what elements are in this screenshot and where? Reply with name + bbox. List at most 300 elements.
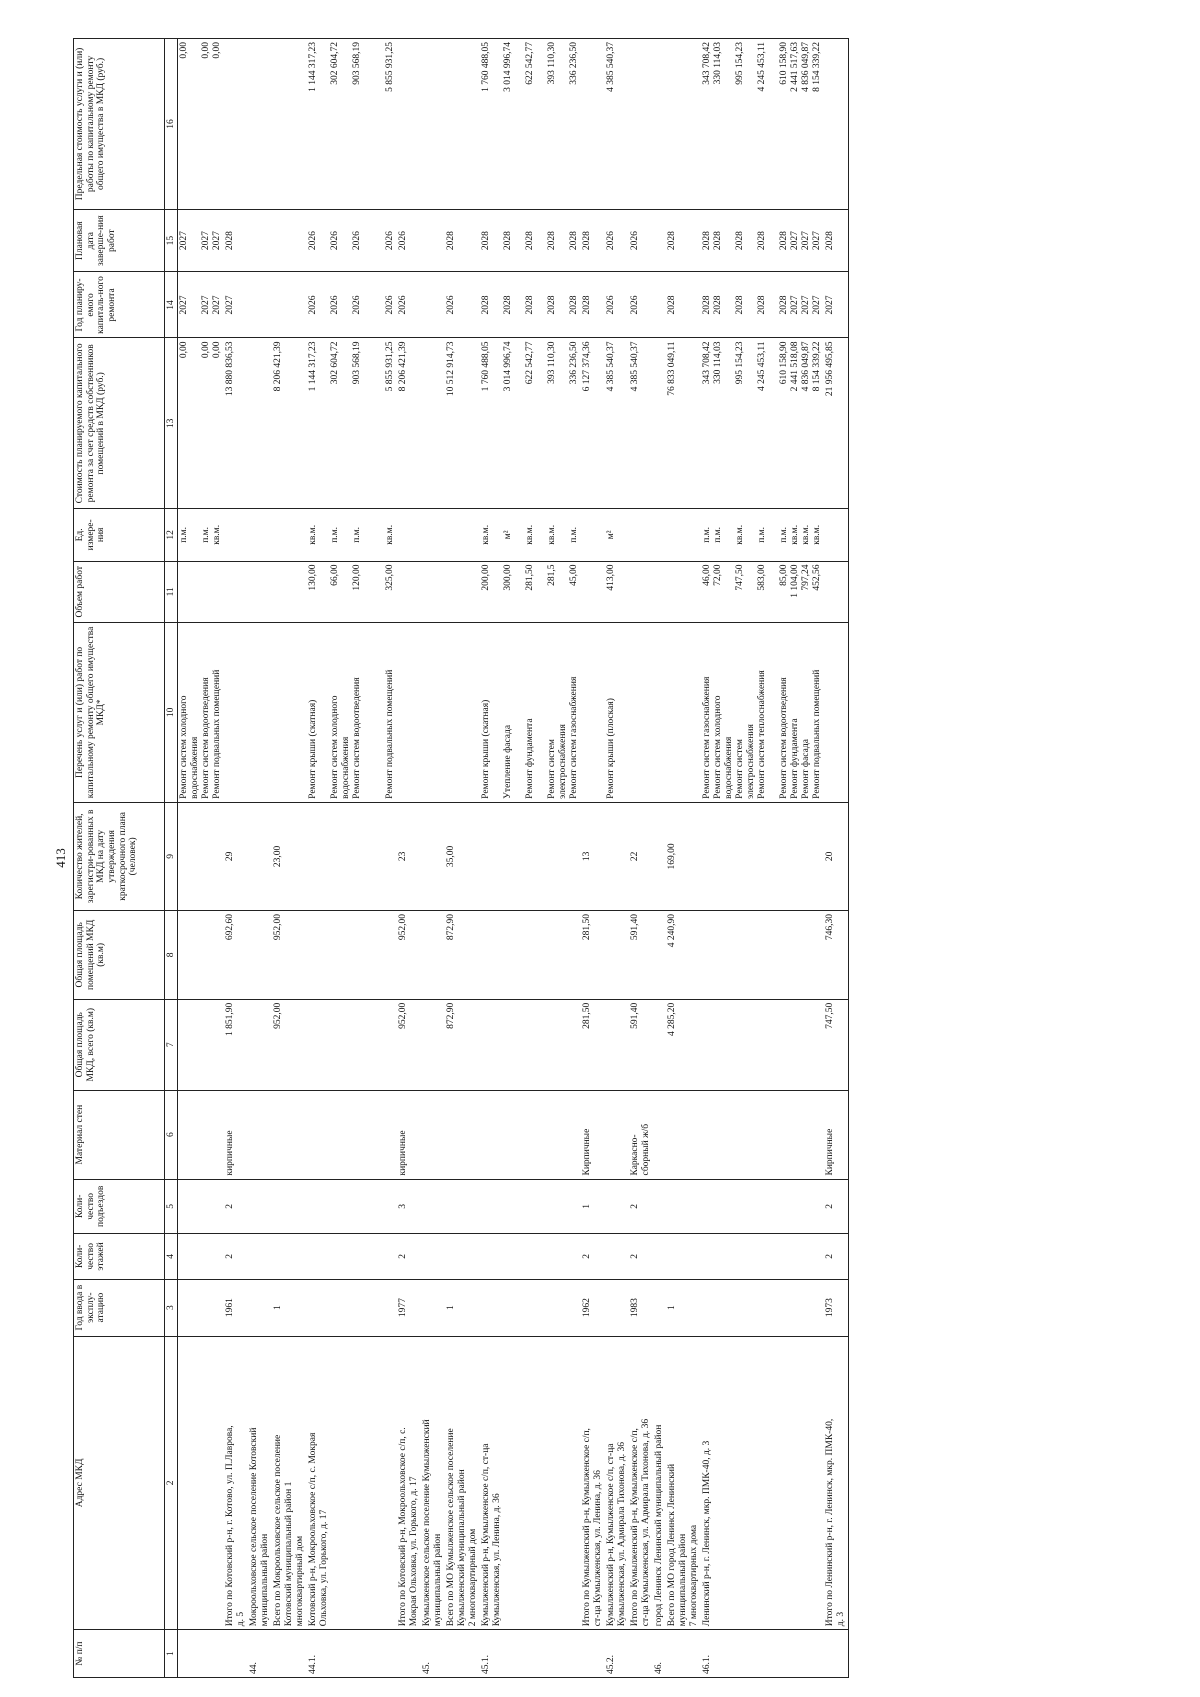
cell-line xyxy=(536,626,547,799)
cell-repair-year xyxy=(224,272,248,338)
cell-address xyxy=(629,1336,653,1630)
cell-line: 2028 xyxy=(569,295,579,315)
cell-line: 8 206 421,39 xyxy=(273,341,283,392)
cell-row-number xyxy=(480,1630,581,1678)
cell-line: 2028 xyxy=(702,231,712,251)
cell-row-number xyxy=(701,1630,824,1678)
cell-line xyxy=(319,565,330,619)
cell-line: 393 110,30 xyxy=(547,341,557,384)
cell-floors xyxy=(307,1234,397,1280)
cell-work-volume xyxy=(178,561,225,622)
cell-line xyxy=(363,275,374,334)
cell-line xyxy=(514,42,525,206)
cell-line: 45,00 xyxy=(569,564,579,586)
table-row xyxy=(605,39,629,1678)
cell-premises-area xyxy=(224,910,248,999)
cell-row-number xyxy=(824,1630,849,1678)
cell-line: 1 104,00 xyxy=(790,564,800,598)
cell-line: 4 385 540,37 xyxy=(630,341,640,392)
cell-line: Кирпичные xyxy=(582,1128,592,1176)
cell-line xyxy=(190,512,201,557)
cell-line: 2027 xyxy=(801,231,811,251)
cell-line: 1977 xyxy=(398,1298,408,1318)
cell-completion-date xyxy=(480,209,581,272)
cell-line xyxy=(374,565,385,619)
cell-planned-cost xyxy=(666,338,701,509)
cell-premises-area xyxy=(445,910,480,999)
cell-repair-year xyxy=(653,272,666,338)
cell-year-built xyxy=(272,1279,307,1336)
cell-total-area xyxy=(653,999,666,1090)
cell-works-list xyxy=(248,622,272,802)
cell-wall-material xyxy=(272,1090,307,1179)
cell-work-volume xyxy=(824,561,849,622)
cell-line: 8 154 339,22 xyxy=(812,42,822,92)
cell-line: 622 542,77 xyxy=(525,341,535,385)
cell-line xyxy=(514,626,525,799)
cell-line xyxy=(558,341,569,505)
cell-repair-year xyxy=(178,272,225,338)
cell-residents xyxy=(421,802,445,910)
cell-line: 2027 xyxy=(201,231,211,251)
cell-line xyxy=(724,42,735,206)
cell-total-area xyxy=(480,999,581,1090)
cell-line: 2026 xyxy=(446,295,456,315)
cell-line xyxy=(341,42,352,206)
cell-line: 2028 xyxy=(735,231,745,251)
cell-completion-date xyxy=(605,209,629,272)
col-number: 12 xyxy=(165,509,178,561)
cell-line: 2026 xyxy=(630,295,640,315)
cell-line: 4 245 453,11 xyxy=(757,42,767,92)
cell-line: Ремонт подвальных помещений xyxy=(812,669,822,799)
cell-line xyxy=(319,512,330,557)
cell-line: 2 xyxy=(825,1203,835,1209)
col-number: 2 xyxy=(165,1336,178,1630)
cell-total-area xyxy=(701,999,824,1090)
cell-line: 2026 xyxy=(398,231,408,251)
cell-line xyxy=(768,565,779,619)
cell-line: муниципальный район xyxy=(678,1533,688,1627)
cell-line: 2026 xyxy=(352,231,362,251)
cell-wall-material xyxy=(605,1090,629,1179)
cell-line: п.м. xyxy=(713,526,723,543)
cell-wall-material xyxy=(307,1090,397,1179)
cell-residents xyxy=(824,802,849,910)
cell-line: 5 855 931,25 xyxy=(385,341,395,392)
cell-floors xyxy=(480,1234,581,1280)
cell-entrances xyxy=(581,1179,605,1234)
cell-address xyxy=(581,1336,605,1630)
cell-line: 4 245 453,11 xyxy=(757,341,767,391)
cell-unit xyxy=(445,509,480,561)
cell-row-number xyxy=(666,1630,701,1678)
cell-planned-cost xyxy=(581,338,605,509)
table-row xyxy=(581,39,605,1678)
col-number: 10 xyxy=(165,622,178,802)
cell-works-list xyxy=(421,622,445,802)
cell-line: Ольховка, ул. Горького, д. 17 xyxy=(319,1509,329,1627)
cell-address xyxy=(824,1336,849,1630)
cell-line: 995 154,23 xyxy=(735,341,745,385)
cell-entrances xyxy=(445,1179,480,1234)
cell-line xyxy=(190,275,201,334)
cell-line: 5 855 931,25 xyxy=(385,42,395,92)
cell-line: 4 240,90 xyxy=(667,913,677,948)
cell-residents xyxy=(605,802,629,910)
table-row xyxy=(178,39,225,1678)
cell-year-built xyxy=(701,1279,824,1336)
table-row xyxy=(653,39,666,1678)
cell-line: 1 xyxy=(273,1305,283,1310)
cell-line xyxy=(724,565,735,619)
cell-line: 1 xyxy=(582,1203,592,1209)
cell-line xyxy=(746,275,757,334)
cell-line: многоквартирный дом xyxy=(295,1535,305,1627)
cell-premises-area xyxy=(248,910,272,999)
cell-line: Кумылженский р-н, Кумылженское с/п, ст-ца xyxy=(606,1443,616,1627)
cell-max-cost xyxy=(629,39,653,210)
cell-line: 2027 xyxy=(179,231,189,251)
cell-planned-cost xyxy=(421,338,445,509)
col-number: 4 xyxy=(165,1234,178,1280)
cell-line: 4 285,20 xyxy=(667,1002,677,1036)
cell-line: 797,24 xyxy=(801,564,811,591)
cell-residents xyxy=(629,802,653,910)
cell-line: 336 236,50 xyxy=(569,341,579,385)
cell-line: 1961 xyxy=(225,1298,235,1318)
cell-line xyxy=(768,275,779,334)
cell-line: 2028 xyxy=(779,231,789,251)
cell-planned-cost xyxy=(701,338,824,509)
cell-completion-date xyxy=(653,209,666,272)
cell-line: Итого по Котовский р-н, г. Котово, ул. П.Лаврова, xyxy=(225,1425,235,1627)
cell-entrances xyxy=(178,1179,225,1234)
cell-planned-cost xyxy=(824,338,849,509)
header-row xyxy=(74,39,165,1678)
cell-line: п.м. xyxy=(569,526,579,543)
cell-completion-date xyxy=(307,209,397,272)
cell-unit xyxy=(178,509,225,561)
cell-line: 13 xyxy=(582,851,592,862)
cell-row-number xyxy=(272,1630,307,1678)
cell-line: 2028 xyxy=(225,231,235,251)
col-number: 6 xyxy=(165,1090,178,1179)
cell-line: 2027 xyxy=(212,295,222,315)
cell-line xyxy=(724,213,735,269)
cell-line: 2026 xyxy=(606,231,616,251)
cell-line: 330 114,03 xyxy=(713,42,723,85)
cell-line: 46. xyxy=(654,1662,664,1674)
col-number: 1 xyxy=(165,1630,178,1678)
cell-completion-date xyxy=(824,209,849,272)
cell-residents xyxy=(178,802,225,910)
cell-floors xyxy=(397,1234,421,1280)
cell-works-list xyxy=(178,622,225,802)
cell-line: 281,50 xyxy=(582,913,592,941)
table-row xyxy=(248,39,272,1678)
cell-work-volume xyxy=(397,561,421,622)
cell-residents xyxy=(666,802,701,910)
cell-line: кв.м. xyxy=(790,524,800,545)
cell-work-volume xyxy=(653,561,666,622)
cell-line: Итого по Кумылженский р-н, Кумылженское с/п, xyxy=(630,1428,640,1627)
cell-line: 610 158,90 xyxy=(779,341,789,385)
cell-repair-year xyxy=(397,272,421,338)
cell-line: Итого по Ленинский р-н, г. Ленинск, мкр. ПМК-40, xyxy=(825,1418,835,1627)
cell-works-list xyxy=(272,622,307,802)
cell-line xyxy=(212,565,223,619)
column-number-row xyxy=(165,39,178,1678)
cell-unit xyxy=(307,509,397,561)
cell-line xyxy=(492,42,503,206)
cell-line: 85,00 xyxy=(779,564,789,586)
cell-line: 1 144 317,23 xyxy=(308,42,318,92)
cell-line: 130,00 xyxy=(308,564,318,591)
cell-line xyxy=(768,341,779,505)
cell-line: Ремонт фундамента xyxy=(790,718,800,799)
cell-line xyxy=(190,42,201,206)
cell-works-list xyxy=(307,622,397,802)
cell-line: 1 xyxy=(667,1305,677,1310)
cell-completion-date xyxy=(701,209,824,272)
cell-line: Ремонт систем xyxy=(735,739,745,799)
cell-line xyxy=(363,565,374,619)
cell-year-built xyxy=(629,1279,653,1336)
table-row xyxy=(824,39,849,1678)
table-row xyxy=(666,39,701,1678)
cell-premises-area xyxy=(653,910,666,999)
cell-year-built xyxy=(480,1279,581,1336)
col-number: 16 xyxy=(165,39,178,210)
cell-line: 452,56 xyxy=(812,564,822,591)
cell-line: водоснабжения xyxy=(190,736,200,799)
cell-address xyxy=(307,1336,397,1630)
cell-line: 2028 xyxy=(713,231,723,251)
cell-row-number xyxy=(178,1630,225,1678)
col-header: Перечень услуг и (или) работ по капитальному ремонту общего имущества МКД* xyxy=(74,622,165,802)
cell-address xyxy=(480,1336,581,1630)
cell-line xyxy=(492,341,503,505)
cell-entrances xyxy=(307,1179,397,1234)
cell-line: 952,00 xyxy=(398,1002,408,1029)
cell-entrances xyxy=(397,1179,421,1234)
cell-line: водоснабжения xyxy=(724,736,734,799)
cell-line: Кумылженский р-н, Кумылженское с/п, ст-ца xyxy=(481,1443,491,1627)
cell-work-volume xyxy=(421,561,445,622)
cell-works-list xyxy=(445,622,480,802)
cell-total-area xyxy=(397,999,421,1090)
cell-line: 2026 xyxy=(630,231,640,251)
cell-completion-date xyxy=(445,209,480,272)
cell-line: 0,00 xyxy=(201,341,211,359)
cell-repair-year xyxy=(421,272,445,338)
cell-line xyxy=(319,42,330,206)
cell-line: 622 542,77 xyxy=(525,42,535,85)
cell-line: 7 многоквартирных дома xyxy=(689,1524,699,1627)
cell-line: 46,00 xyxy=(702,564,712,586)
cell-line: 2027 xyxy=(812,231,822,251)
cell-planned-cost xyxy=(629,338,653,509)
cell-line: Кирпичные xyxy=(825,1128,835,1176)
cell-line: кирпичные xyxy=(398,1130,408,1176)
cell-line xyxy=(514,341,525,505)
cell-total-area xyxy=(445,999,480,1090)
cell-line: Ремонт подвальных помещений xyxy=(212,669,222,799)
cell-line: 952,00 xyxy=(398,913,408,941)
cell-row-number xyxy=(224,1630,248,1678)
cell-line xyxy=(536,213,547,269)
cell-floors xyxy=(445,1234,480,1280)
cell-line: 2027 xyxy=(812,295,822,315)
cell-line: 66,00 xyxy=(330,564,340,586)
col-number: 8 xyxy=(165,910,178,999)
cell-line xyxy=(724,512,735,557)
cell-line: 2026 xyxy=(330,231,340,251)
cell-line: 2027 xyxy=(790,295,800,315)
cell-line: Котовский р-н, Мокроольховское с/п, с. Мокрая xyxy=(308,1432,318,1627)
cell-address xyxy=(224,1336,248,1630)
cell-repair-year xyxy=(248,272,272,338)
cell-row-number xyxy=(421,1630,445,1678)
cell-line: 1962 xyxy=(582,1298,592,1318)
cell-premises-area xyxy=(397,910,421,999)
cell-row-number xyxy=(307,1630,397,1678)
cell-year-built xyxy=(178,1279,225,1336)
table-row xyxy=(421,39,445,1678)
cell-works-list xyxy=(653,622,666,802)
cell-residents xyxy=(397,802,421,910)
cell-line: Всего по МО город Ленинск Ленинский xyxy=(667,1463,677,1627)
cell-line: Итого по Кумылженский р-н, Кумылженское с/п, xyxy=(582,1428,592,1627)
cell-works-list xyxy=(397,622,421,802)
cell-line: 343 708,42 xyxy=(702,42,712,85)
col-header: Коли-чество подъездов xyxy=(74,1179,165,1234)
cell-line xyxy=(492,565,503,619)
cell-line xyxy=(536,42,547,206)
cell-line: 747,50 xyxy=(735,564,745,591)
col-header: Год ввода в эксплу-атацию xyxy=(74,1279,165,1336)
cell-line: 393 110,30 xyxy=(547,42,557,85)
cell-line: 2 xyxy=(225,1254,235,1259)
cell-line: 1 760 488,05 xyxy=(481,42,491,92)
cell-line xyxy=(536,565,547,619)
cell-planned-cost xyxy=(248,338,272,509)
cell-line: 2028 xyxy=(757,231,767,251)
cell-line: 4 836 049,87 xyxy=(801,42,811,92)
cell-line: муниципальный район xyxy=(433,1533,443,1627)
cell-line: 2027 xyxy=(225,295,235,315)
cell-work-volume xyxy=(445,561,480,622)
cell-line: 45.2. xyxy=(606,1655,616,1674)
cell-planned-cost xyxy=(307,338,397,509)
col-header: Стоимость планируемого капитального ремонта за счет средств собственников помещений в МКД (руб.) xyxy=(74,338,165,509)
cell-line: Мокроольховское сельское поселение Котовский xyxy=(249,1427,259,1627)
cell-unit xyxy=(421,509,445,561)
cell-residents xyxy=(224,802,248,910)
col-header: Адрес МКД xyxy=(74,1336,165,1630)
cell-residents xyxy=(445,802,480,910)
cell-line: 281,50 xyxy=(525,564,535,591)
cell-residents xyxy=(480,802,581,910)
cell-line: 300,00 xyxy=(503,564,513,591)
cell-planned-cost xyxy=(605,338,629,509)
cell-line: 23 xyxy=(398,851,408,862)
cell-line: 692,60 xyxy=(225,913,235,941)
cell-line: 45. xyxy=(422,1662,432,1674)
cell-max-cost xyxy=(824,39,849,210)
cell-line xyxy=(363,213,374,269)
cell-line: 2027 xyxy=(201,295,211,315)
cell-line: 2028 xyxy=(582,231,592,251)
cell-entrances xyxy=(248,1179,272,1234)
cell-line: 2 441 517,63 xyxy=(790,42,800,92)
cell-line: 591,40 xyxy=(630,1002,640,1029)
cell-premises-area xyxy=(272,910,307,999)
cell-line: Ремонт систем водоотведения xyxy=(201,677,211,799)
cell-premises-area xyxy=(421,910,445,999)
cell-line: Ремонт крыши (скатная) xyxy=(308,699,318,799)
cell-line xyxy=(768,512,779,557)
cell-line: 2 xyxy=(630,1254,640,1259)
cell-line xyxy=(558,565,569,619)
cell-line xyxy=(341,341,352,505)
cell-planned-cost xyxy=(480,338,581,509)
cell-line: 2028 xyxy=(525,231,535,251)
cell-line: п.м. xyxy=(779,526,789,543)
cell-line: 2026 xyxy=(398,295,408,315)
cell-line: 1 851,90 xyxy=(225,1002,235,1036)
cell-line xyxy=(768,42,779,206)
col-number: 3 xyxy=(165,1279,178,1336)
cell-address xyxy=(248,1336,272,1630)
cell-work-volume xyxy=(605,561,629,622)
cell-total-area xyxy=(666,999,701,1090)
cell-line: 2028 xyxy=(525,295,535,315)
col-header: Общая площадь помещений МКД (кв.м) xyxy=(74,910,165,999)
cell-unit xyxy=(397,509,421,561)
cell-line: кв.м. xyxy=(547,524,557,545)
cell-line: электроснабжения xyxy=(746,724,756,799)
cell-line: 23,00 xyxy=(273,845,283,868)
cell-line: Ремонт систем водоотведения xyxy=(779,677,789,799)
cell-line: 2026 xyxy=(330,295,340,315)
cell-row-number xyxy=(581,1630,605,1678)
cell-max-cost xyxy=(224,39,248,210)
cell-address xyxy=(421,1336,445,1630)
cell-line: Ремонт фундамента xyxy=(525,718,535,799)
cell-line xyxy=(558,275,569,334)
cell-repair-year xyxy=(701,272,824,338)
cell-line: 20 xyxy=(825,851,835,862)
cell-line xyxy=(201,565,212,619)
cell-repair-year xyxy=(445,272,480,338)
cell-year-built xyxy=(666,1279,701,1336)
cell-premises-area xyxy=(178,910,225,999)
col-number: 11 xyxy=(165,561,178,622)
cell-line: 4 385 540,37 xyxy=(606,42,616,92)
cell-unit xyxy=(629,509,653,561)
cell-completion-date xyxy=(224,209,248,272)
cell-unit xyxy=(605,509,629,561)
cell-planned-cost xyxy=(653,338,666,509)
cell-line: 2027 xyxy=(790,231,800,251)
cell-line xyxy=(558,42,569,206)
cell-line: ст-ца Кумылженская, ул. Адмирала Тихонова, д. 36 xyxy=(641,1418,651,1627)
cell-line: 4 385 540,37 xyxy=(606,341,616,392)
cell-line: 2 441 518,08 xyxy=(790,341,800,392)
cell-line: 2028 xyxy=(713,295,723,315)
